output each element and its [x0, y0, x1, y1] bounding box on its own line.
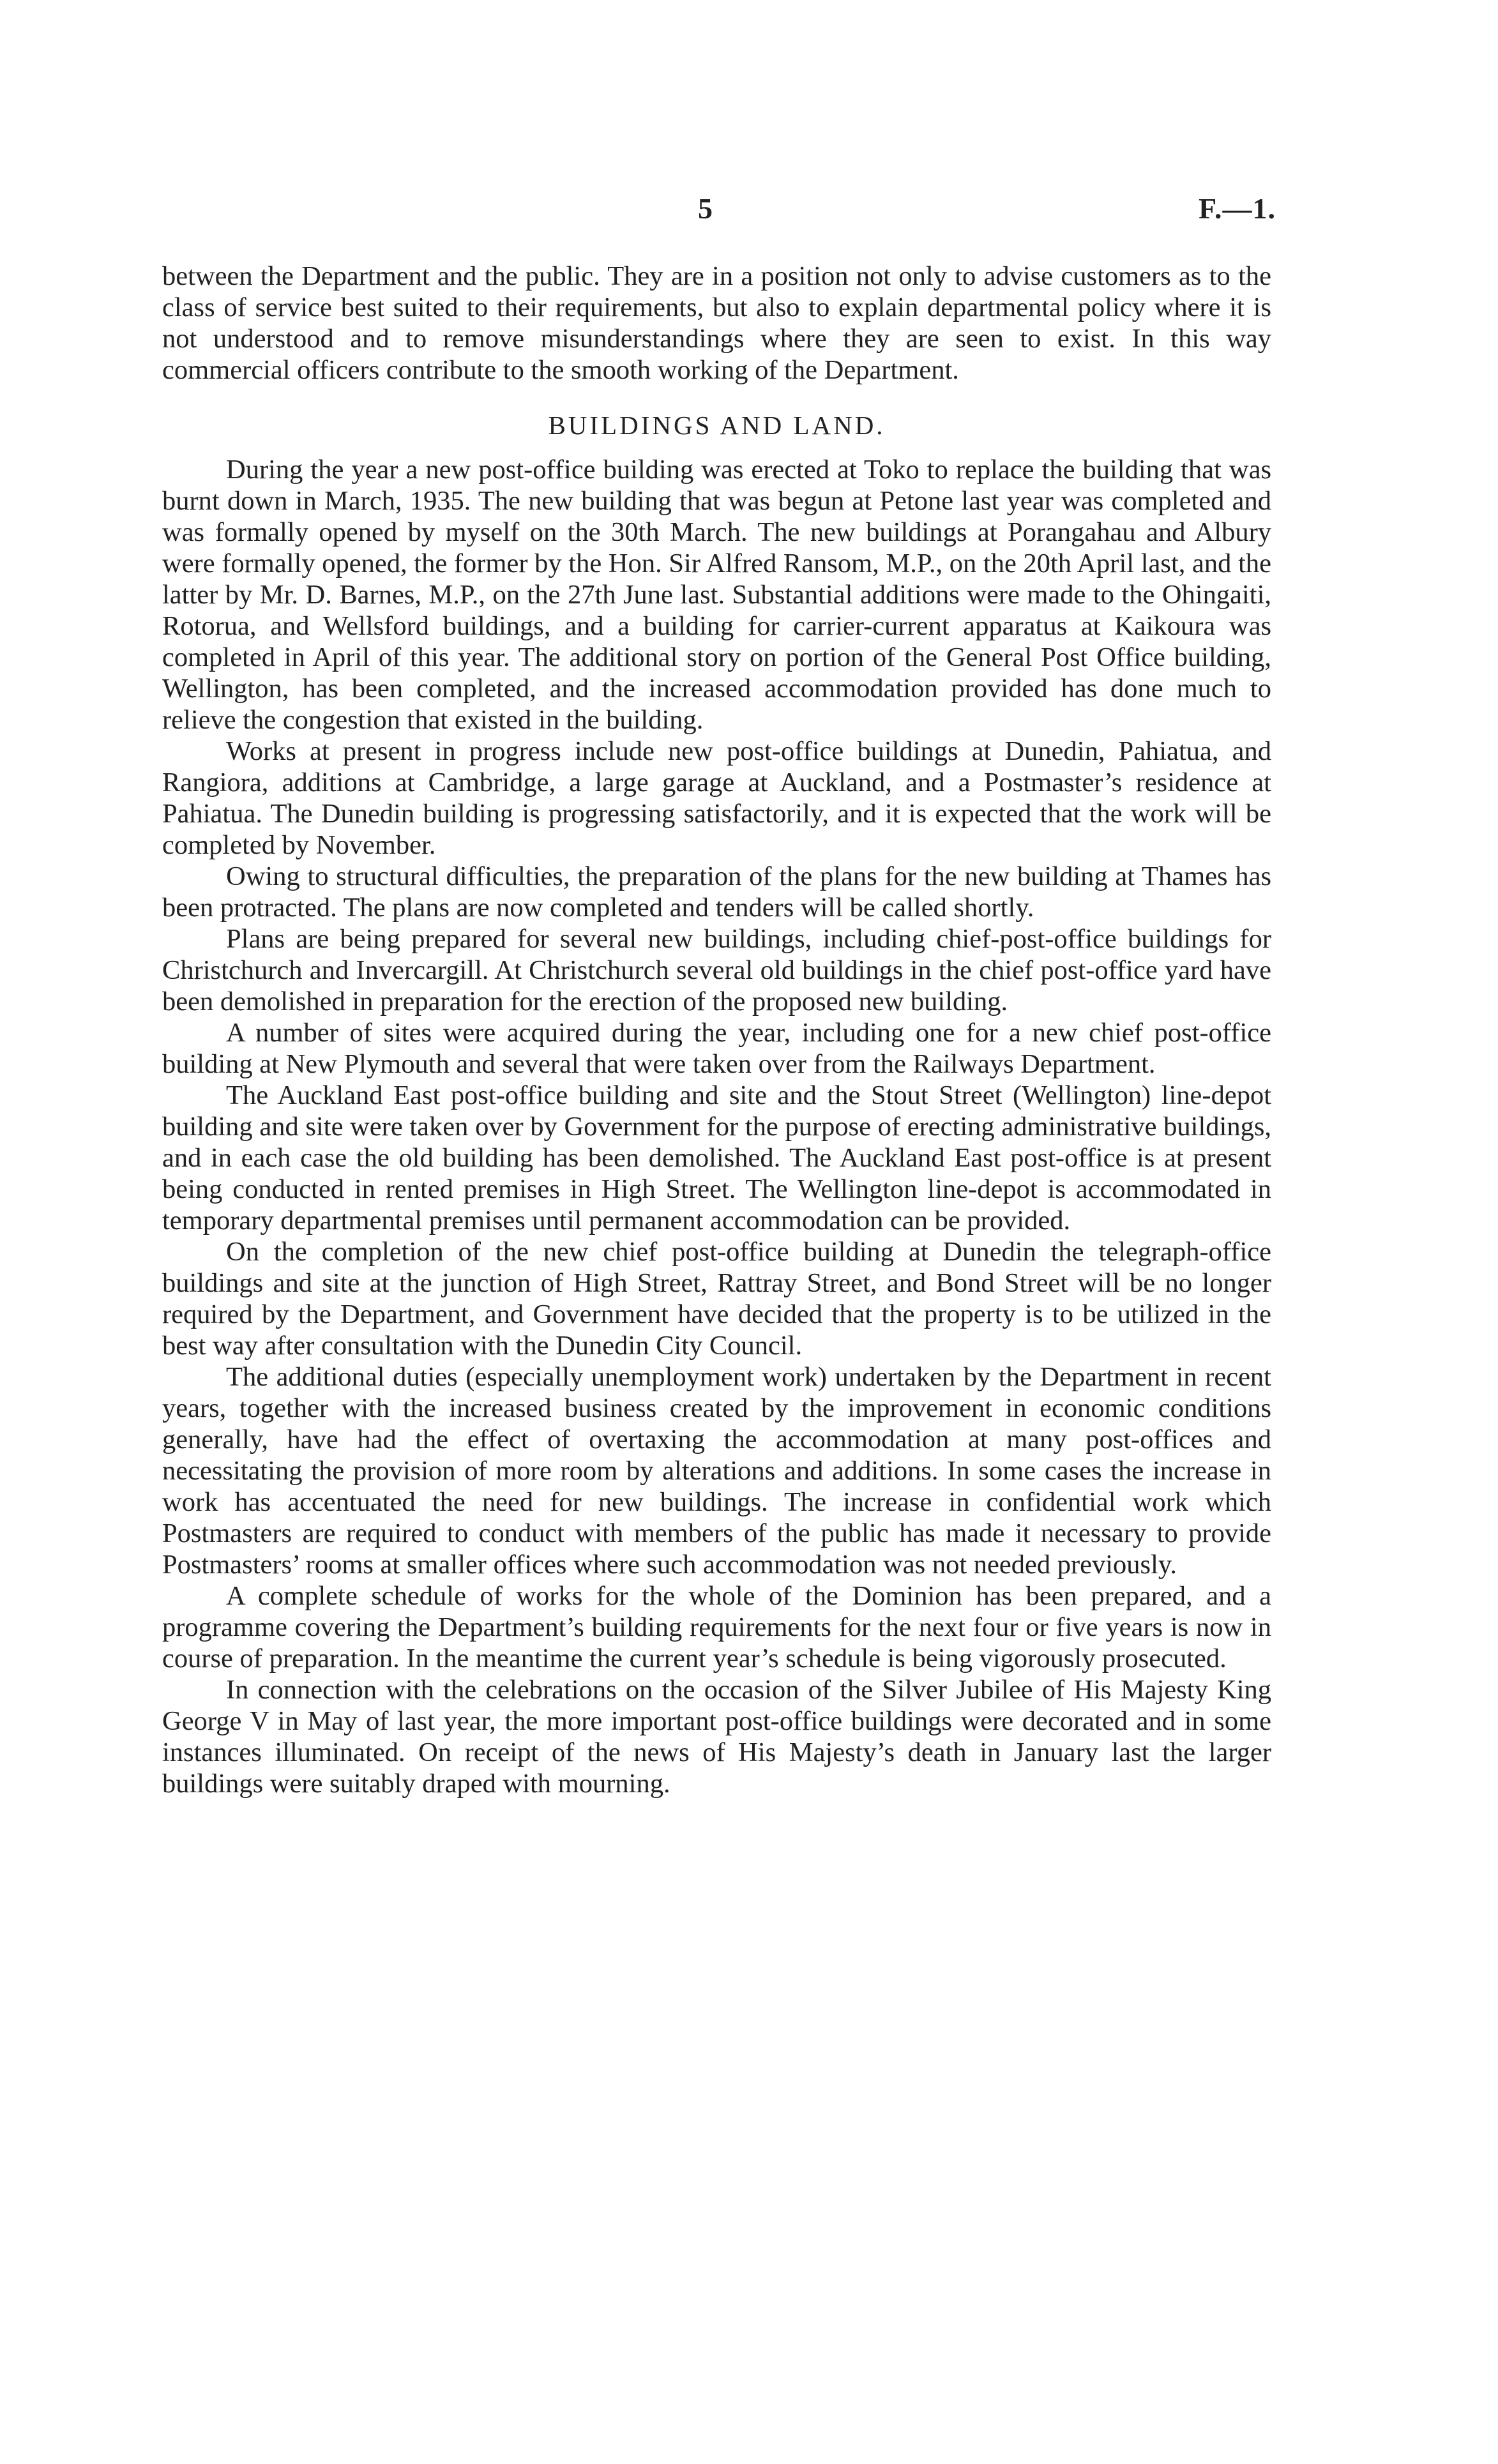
paragraph: Works at present in progress include new post-office buildings at Dunedin, Pahiatua, and Rangiora, additions at Cambridge, a large garage at Auckland, and a Postmaster’s residence at Pahiatua. The Dunedin building is progressing satisfactorily, and it is expected that the work will be completed by November. — [162, 736, 1271, 860]
paragraph: Plans are being prepared for several new buildings, including chief-post-office buildings for Christchurch and Invercargill. At Christchurch several old buildings in the chief post-office yard have been demolished in preparation for the erection of the proposed new building. — [162, 924, 1271, 1017]
paragraph: A number of sites were acquired during the year, including one for a new chief post-office building at New Plymouth and several that were taken over from the Railways Department. — [162, 1018, 1271, 1079]
section-heading: BUILDINGS AND LAND. — [548, 411, 886, 440]
document-reference: F.—1. — [1199, 192, 1276, 225]
paragraph: On the completion of the new chief post-office building at Dunedin the telegraph-office buildings and site at the junction of High Street, Rattray Street, and Bond Street will be no longer required by the Department, and Government have decided that the property is to be utilized in the best way after consultation with the Dunedin City Council. — [162, 1237, 1271, 1361]
intro-paragraph: between the Department and the public. They are in a position not only to advise customers as to the class of service best suited to their requirements, but also to explain departmental policy where it is not understood and to remove misunderstandings where they are seen to exist. In this way commercial officers contribute to the smooth working of the Department. — [162, 261, 1271, 385]
page-body — [162, 261, 1271, 1799]
paragraph: In connection with the celebrations on the occasion of the Silver Jubilee of His Majesty King George V in May of last year, the more important post-office buildings were decorated and in some instances illuminated. On receipt of the news of His Majesty’s death in January last the larger buildings were suitably draped with mourning. — [162, 1675, 1271, 1799]
paragraph: The additional duties (especially unemployment work) undertaken by the Department in recent years, together with the increased business created by the improvement in economic conditions generally, have had the effect of overtaxing the accommodation at many post-offices and necessitating the provision of more room by alterations and additions. In some cases the increase in work has accentuated the need for new buildings. The increase in confidential work which Postmasters are required to conduct with members of the public has made it necessary to provide Postmasters’ rooms at smaller offices where such accommodation was not needed previously. — [162, 1362, 1271, 1580]
paragraph: During the year a new post-office building was erected at Toko to replace the building that was burnt down in March, 1935. The new building that was begun at Petone last year was completed and was formally opened by myself on the 30th March. The new buildings at Porangahau and Albury were formally opened, the former by the Hon. Sir Alfred Ransom, M.P., on the 20th April last, and the latter by Mr. D. Barnes, M.P., on the 27th June last. Substantial additions were made to the Ohingaiti, Rotorua, and Wellsford buildings, and a building for carrier-current apparatus at Kaikoura was completed in April of this year. The additional story on portion of the General Post Office building, Wellington, has been completed, and the increased accommodation provided has done much to relieve the congestion that existed in the building. — [162, 455, 1271, 735]
paragraph: A complete schedule of works for the whole of the Dominion has been prepared, and a programme covering the Department’s building requirements for the next four or five years is now in course of preparation. In the meantime the current year’s schedule is being vigorously prosecuted. — [162, 1581, 1271, 1674]
paragraph: Owing to structural difficulties, the preparation of the plans for the new building at Thames has been protracted. The plans are now completed and tenders will be called shortly. — [162, 861, 1271, 923]
page-number: 5 — [698, 192, 713, 225]
paragraph: The Auckland East post-office building and site and the Stout Street (Wellington) line-depot building and site were taken over by Government for the purpose of erecting administrative buildings, and in each case the old building has been demolished. The Auckland East post-office is at present being conducted in rented premises in High Street. The Wellington line-depot is accommodated in temporary departmental premises until permanent accommodation can be provided. — [162, 1080, 1271, 1236]
